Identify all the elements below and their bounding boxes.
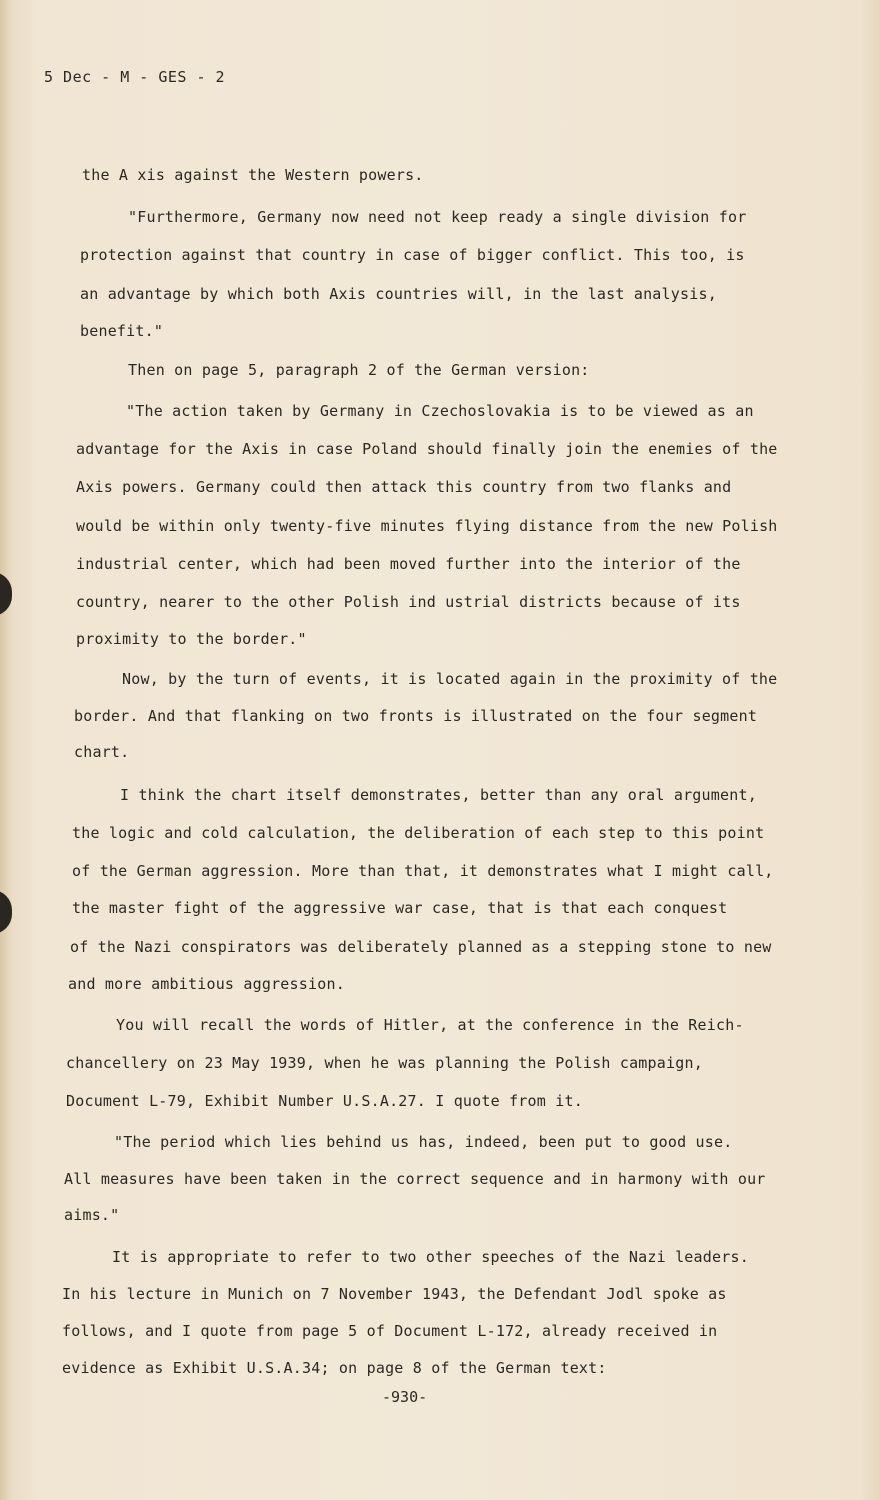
- text-line: of the Nazi conspirators was deliberately planned as a stepping stone to new: [70, 938, 772, 956]
- text-line: proximity to the border.": [76, 630, 307, 648]
- text-line: industrial center, which had been moved further into the interior of the: [76, 555, 741, 573]
- text-line: and more ambitious aggression.: [68, 975, 345, 993]
- text-line: chart.: [74, 743, 130, 761]
- text-line: "Furthermore, Germany now need not keep ready a single division for: [128, 208, 747, 226]
- text-line: In his lecture in Munich on 7 November 1943, the Defendant Jodl spoke as: [62, 1285, 727, 1303]
- page-header: 5 Dec - M - GES - 2: [44, 68, 226, 86]
- page-binding-edge: [0, 0, 12, 1500]
- text-line: It is appropriate to refer to two other speeches of the Nazi leaders.: [112, 1248, 749, 1266]
- text-line: evidence as Exhibit U.S.A.34; on page 8 of the German text:: [62, 1359, 607, 1377]
- text-line: border. And that flanking on two fronts is illustrated on the four segment: [74, 707, 758, 725]
- text-line: protection against that country in case of bigger conflict. This too, is: [80, 246, 745, 264]
- text-line: You will recall the words of Hitler, at the conference in the Reich-: [116, 1016, 744, 1034]
- text-line: the A xis against the Western powers.: [82, 166, 424, 184]
- text-line: country, nearer to the other Polish ind ustrial districts because of its: [76, 593, 741, 611]
- text-line: All measures have been taken in the correct sequence and in harmony with our: [64, 1170, 766, 1188]
- text-line: an advantage by which both Axis countries will, in the last analysis,: [80, 285, 717, 303]
- text-line: "The period which lies behind us has, indeed, been put to good use.: [114, 1133, 733, 1151]
- text-line: "The action taken by Germany in Czechoslovakia is to be viewed as an: [126, 402, 754, 420]
- text-line: benefit.": [80, 322, 164, 340]
- text-line: would be within only twenty-five minutes flying distance from the new Polish: [76, 517, 778, 535]
- text-line: I think the chart itself demonstrates, better than any oral argument,: [120, 786, 757, 804]
- text-line: follows, and I quote from page 5 of Document L-172, already received in: [62, 1322, 718, 1340]
- text-line: aims.": [64, 1206, 120, 1224]
- text-line: the logic and cold calculation, the deliberation of each step to this point: [72, 824, 765, 842]
- text-line: the master fight of the aggressive war case, that is that each conquest: [72, 899, 728, 917]
- text-line: Then on page 5, paragraph 2 of the German version:: [128, 361, 590, 379]
- text-line: Axis powers. Germany could then attack this country from two flanks and: [76, 478, 732, 496]
- page-number: -930-: [382, 1388, 428, 1406]
- text-line: Document L-79, Exhibit Number U.S.A.27. I quote from it.: [66, 1092, 583, 1110]
- text-line: chancellery on 23 May 1939, when he was planning the Polish campaign,: [66, 1054, 703, 1072]
- text-line: of the German aggression. More than that, it demonstrates what I might call,: [72, 862, 774, 880]
- text-line: Now, by the turn of events, it is located again in the proximity of the: [122, 670, 778, 688]
- text-line: advantage for the Axis in case Poland should finally join the enemies of the: [76, 440, 778, 458]
